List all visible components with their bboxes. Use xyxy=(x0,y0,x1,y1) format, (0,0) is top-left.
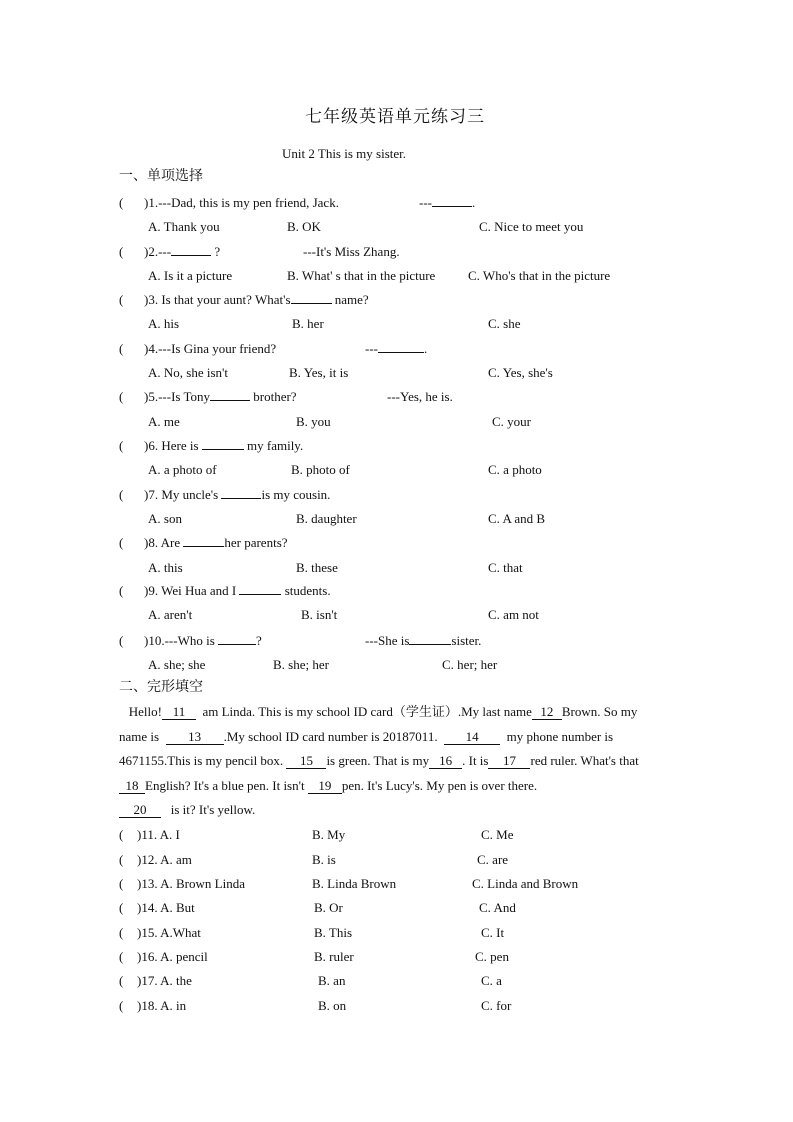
passage-text: .My school ID card number is 20187011. xyxy=(223,728,438,744)
stem-text: )9. Wei Hua and I xyxy=(144,583,240,598)
option-c: C. she xyxy=(488,316,521,331)
cloze-passage xyxy=(119,700,676,823)
question-response xyxy=(419,195,475,211)
answer-paren: ( xyxy=(119,998,124,1013)
passage-text: is it? It's yellow. xyxy=(170,802,256,817)
stem-text: )2.--- xyxy=(144,244,172,259)
option-a: )14. A. But xyxy=(137,900,195,915)
option-b: B. My xyxy=(312,827,346,842)
answer-blank xyxy=(221,498,261,499)
option-b: B. Or xyxy=(314,900,343,915)
option-a: A. Thank you xyxy=(148,219,220,234)
option-b: B. photo of xyxy=(291,462,350,477)
stem-text: )10.---Who is xyxy=(144,633,219,648)
stem-end: students. xyxy=(281,583,331,598)
response-end: sister. xyxy=(451,633,482,648)
question-stem xyxy=(144,583,331,599)
question-stem xyxy=(144,633,262,649)
option-c: C. your xyxy=(492,414,531,429)
answer-blank xyxy=(171,255,211,256)
option-b: B. you xyxy=(296,414,331,429)
question-response: ---Yes, he is. xyxy=(387,389,453,404)
passage-text: Hello! xyxy=(128,704,162,719)
answer-paren: ( xyxy=(119,925,124,940)
stem-text: )6. Here is xyxy=(144,438,202,453)
question-stem: )1.---Dad, this is my pen friend, Jack. xyxy=(144,195,339,210)
blank-17: 17 xyxy=(488,754,530,769)
option-c: C. for xyxy=(481,998,512,1013)
blank-16: 16 xyxy=(429,754,462,769)
option-a: A. this xyxy=(148,560,183,575)
answer-paren: ( xyxy=(119,438,124,453)
answer-blank xyxy=(218,644,256,645)
question-stem xyxy=(144,389,297,405)
question-stem xyxy=(144,292,369,308)
option-b: B. What' s that in the picture xyxy=(287,268,436,283)
answer-blank xyxy=(291,303,332,304)
option-a: A. she; she xyxy=(148,657,206,672)
stem-text: )5.---Is Tony xyxy=(144,389,211,404)
stem-text: )3. Is that your aunt? What's xyxy=(144,292,291,307)
passage-text: English? It's a blue pen. It isn't xyxy=(145,777,308,793)
stem-end: is my cousin. xyxy=(261,487,331,502)
option-b: B. she; her xyxy=(273,657,329,672)
option-b: B. This xyxy=(314,925,353,940)
answer-paren: ( xyxy=(119,341,124,356)
option-a: )11. A. I xyxy=(137,827,180,842)
blank-18: 18 xyxy=(119,779,145,794)
answer-paren: ( xyxy=(119,949,124,964)
option-c: C. Linda and Brown xyxy=(472,876,579,891)
passage-line xyxy=(119,700,676,725)
option-b: B. ruler xyxy=(314,949,354,964)
option-c: C. a photo xyxy=(488,462,542,477)
option-a: A. me xyxy=(148,414,180,429)
stem-end: ? xyxy=(211,244,221,259)
question-stem xyxy=(144,535,288,551)
section-heading-multiple-choice: 一、单项选择 xyxy=(119,169,203,184)
option-c: C. am not xyxy=(488,607,539,622)
option-a: )17. A. the xyxy=(137,973,192,988)
option-c: C. that xyxy=(488,560,523,575)
option-a: )18. A. in xyxy=(137,998,187,1013)
answer-blank xyxy=(432,206,472,207)
option-a: A. his xyxy=(148,316,180,331)
passage-line xyxy=(119,774,676,799)
answer-paren: ( xyxy=(119,900,124,915)
answer-paren: ( xyxy=(119,195,124,210)
passage-text: . It is xyxy=(462,753,489,768)
passage-text: Brown. So my xyxy=(561,704,638,719)
option-a: A. son xyxy=(148,511,182,526)
blank-15: 15 xyxy=(286,754,326,769)
option-b: B. Linda Brown xyxy=(312,876,397,891)
option-b: B. OK xyxy=(287,219,321,234)
response-text: --- xyxy=(419,195,432,210)
option-b: B. an xyxy=(318,973,346,988)
answer-blank xyxy=(210,400,250,401)
answer-paren: ( xyxy=(119,852,124,867)
option-b: B. these xyxy=(296,560,338,575)
option-b: B. daughter xyxy=(296,511,357,526)
option-c: C. It xyxy=(481,925,505,940)
stem-text: )8. Are xyxy=(144,535,184,550)
passage-text: name is xyxy=(119,728,160,744)
option-c: C. Me xyxy=(481,827,514,842)
answer-paren: ( xyxy=(119,389,124,404)
option-c: C. pen xyxy=(475,949,509,964)
option-c: C. A and B xyxy=(488,511,546,526)
passage-text: am Linda. This is my school ID card（学生证）.My last name xyxy=(202,704,532,719)
answer-paren: ( xyxy=(119,292,124,307)
answer-paren: ( xyxy=(119,827,124,842)
answer-paren: ( xyxy=(119,244,124,259)
answer-blank xyxy=(202,449,244,450)
option-c: C. her; her xyxy=(442,657,498,672)
stem-text: )7. My uncle's xyxy=(144,487,222,502)
answer-paren: ( xyxy=(119,876,124,891)
answer-blank xyxy=(378,352,424,353)
passage-line xyxy=(119,725,676,750)
question-stem xyxy=(144,438,303,454)
passage-text: my phone number is xyxy=(506,728,614,744)
option-a: )16. A. pencil xyxy=(137,949,208,964)
section-heading-cloze: 二、完形填空 xyxy=(119,680,203,695)
answer-blank xyxy=(183,546,224,547)
option-a: A. a photo of xyxy=(148,462,217,477)
response-end: . xyxy=(472,195,476,210)
answer-blank xyxy=(239,594,281,595)
passage-text: 4671155.This is my pencil box. xyxy=(119,753,284,768)
option-c: C. Who's that in the picture xyxy=(468,268,611,283)
blank-11: 11 xyxy=(162,705,196,720)
blank-13: 13 xyxy=(166,730,224,745)
option-a: )12. A. am xyxy=(137,852,192,867)
passage-text: is green. That is my xyxy=(326,753,430,768)
option-a: )15. A.What xyxy=(137,925,201,940)
page-subtitle: Unit 2 This is my sister. xyxy=(282,146,406,161)
passage-line xyxy=(119,749,676,774)
option-a: A. Is it a picture xyxy=(148,268,233,283)
option-c: C. Yes, she's xyxy=(488,365,553,380)
question-response xyxy=(365,341,427,357)
question-response: ---It's Miss Zhang. xyxy=(303,244,400,259)
page-title: 七年级英语单元练习三 xyxy=(305,107,485,126)
question-stem xyxy=(144,487,330,503)
option-c: C. a xyxy=(481,973,502,988)
response-end: . xyxy=(424,341,428,356)
option-c: C. are xyxy=(477,852,509,867)
passage-text: red ruler. What's that xyxy=(530,753,639,768)
option-c: C. And xyxy=(479,900,516,915)
answer-blank xyxy=(409,644,451,645)
option-b: B. isn't xyxy=(301,607,338,622)
passage-text: pen. It's Lucy's. My pen is over there. xyxy=(341,777,538,793)
answer-paren: ( xyxy=(119,633,124,648)
option-a: A. No, she isn't xyxy=(148,365,228,380)
stem-end: ? xyxy=(256,633,262,648)
passage-line xyxy=(119,798,676,823)
blank-14: 14 xyxy=(444,730,500,745)
question-response xyxy=(365,633,481,649)
option-a: A. aren't xyxy=(148,607,193,622)
option-b: B. is xyxy=(312,852,336,867)
response-text: --- xyxy=(365,341,378,356)
answer-paren: ( xyxy=(119,535,124,550)
stem-end: brother? xyxy=(250,389,297,404)
option-a: )13. A. Brown Linda xyxy=(137,876,245,891)
blank-12: 12 xyxy=(532,705,562,720)
option-b: B. Yes, it is xyxy=(289,365,349,380)
answer-paren: ( xyxy=(119,973,124,988)
option-b: B. her xyxy=(292,316,324,331)
option-b: B. on xyxy=(318,998,347,1013)
stem-end: name? xyxy=(331,292,369,307)
option-c: C. Nice to meet you xyxy=(479,219,584,234)
question-stem xyxy=(144,244,220,260)
answer-paren: ( xyxy=(119,487,124,502)
blank-20: 20 xyxy=(119,803,161,818)
blank-19: 19 xyxy=(308,779,342,794)
question-stem: )4.---Is Gina your friend? xyxy=(144,341,277,356)
response-text: ---She is xyxy=(365,633,410,648)
stem-end: my family. xyxy=(243,438,304,453)
answer-paren: ( xyxy=(119,583,124,598)
stem-end: her parents? xyxy=(224,535,288,550)
